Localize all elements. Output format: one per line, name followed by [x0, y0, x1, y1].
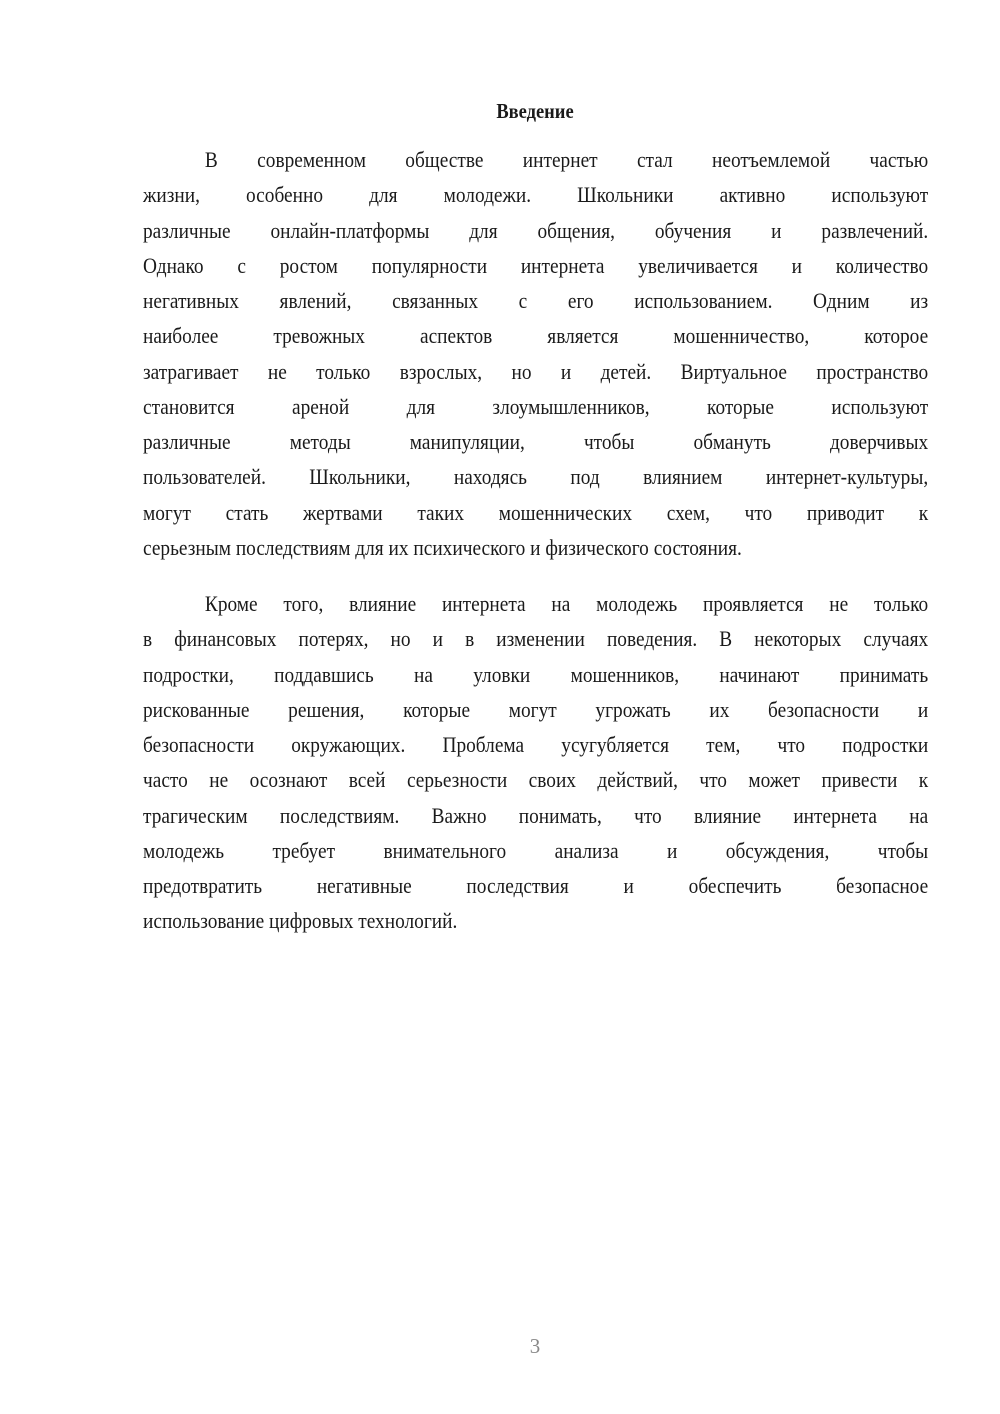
page-number: 3	[529, 1334, 541, 1358]
text-line: в финансовых потерях, но и в изменении поведения. В некоторых случаях	[143, 626, 929, 652]
text-line: трагическим последствиям. Важно понимать, что влияние интернета на	[143, 802, 929, 828]
text-line: различные методы манипуляции, чтобы обмануть доверчивых	[143, 429, 929, 454]
text-line: наиболее тревожных аспектов является мошенничество, которое	[143, 323, 929, 349]
text-line: могут стать жертвами таких мошеннических схем, что приводит к	[143, 499, 929, 525]
section-title: Введение	[496, 99, 574, 123]
text-line: безопасности окружающих. Проблема усугубляется тем, что подростки	[143, 732, 929, 757]
text-line: предотвратить негативные последствия и обеспечить безопасное	[143, 873, 929, 898]
text-line: подростки, поддавшись на уловки мошенников, начинают принимать	[143, 661, 929, 687]
paragraph-1	[143, 142, 1000, 565]
text-line: рискованные решения, которые могут угрожать их безопасности и	[143, 696, 929, 722]
text-line: различные онлайн-платформы для общения, обучения и развлечений.	[143, 217, 929, 243]
paragraph-2	[143, 586, 1000, 939]
text-line: В современном обществе интернет стал неотъемлемой частью	[204, 147, 929, 172]
text-line: затрагивает не только взрослых, но и детей. Виртуальное пространство	[143, 358, 929, 384]
text-line: молодежь требует внимательного анализа и обсуждения, чтобы	[143, 837, 929, 863]
text-line: серьезным последствиям для их психического и физического состояния.	[143, 534, 742, 560]
text-line: пользователей. Школьники, находясь под влиянием интернет-культуры,	[143, 464, 929, 490]
text-line: Однако с ростом популярности интернета увеличивается и количество	[143, 252, 929, 278]
text-line: становится ареной для злоумышленников, которые используют	[143, 393, 929, 419]
text-line: использование цифровых технологий.	[143, 908, 458, 934]
text-line: жизни, особенно для молодежи. Школьники активно используют	[143, 182, 929, 208]
text-line: часто не осознают всей серьезности своих действий, что может привести к	[143, 767, 929, 793]
text-line: негативных явлений, связанных с его использованием. Одним из	[143, 288, 929, 313]
text-line: Кроме того, влияние интернета на молодежь проявляется не только	[204, 591, 929, 616]
